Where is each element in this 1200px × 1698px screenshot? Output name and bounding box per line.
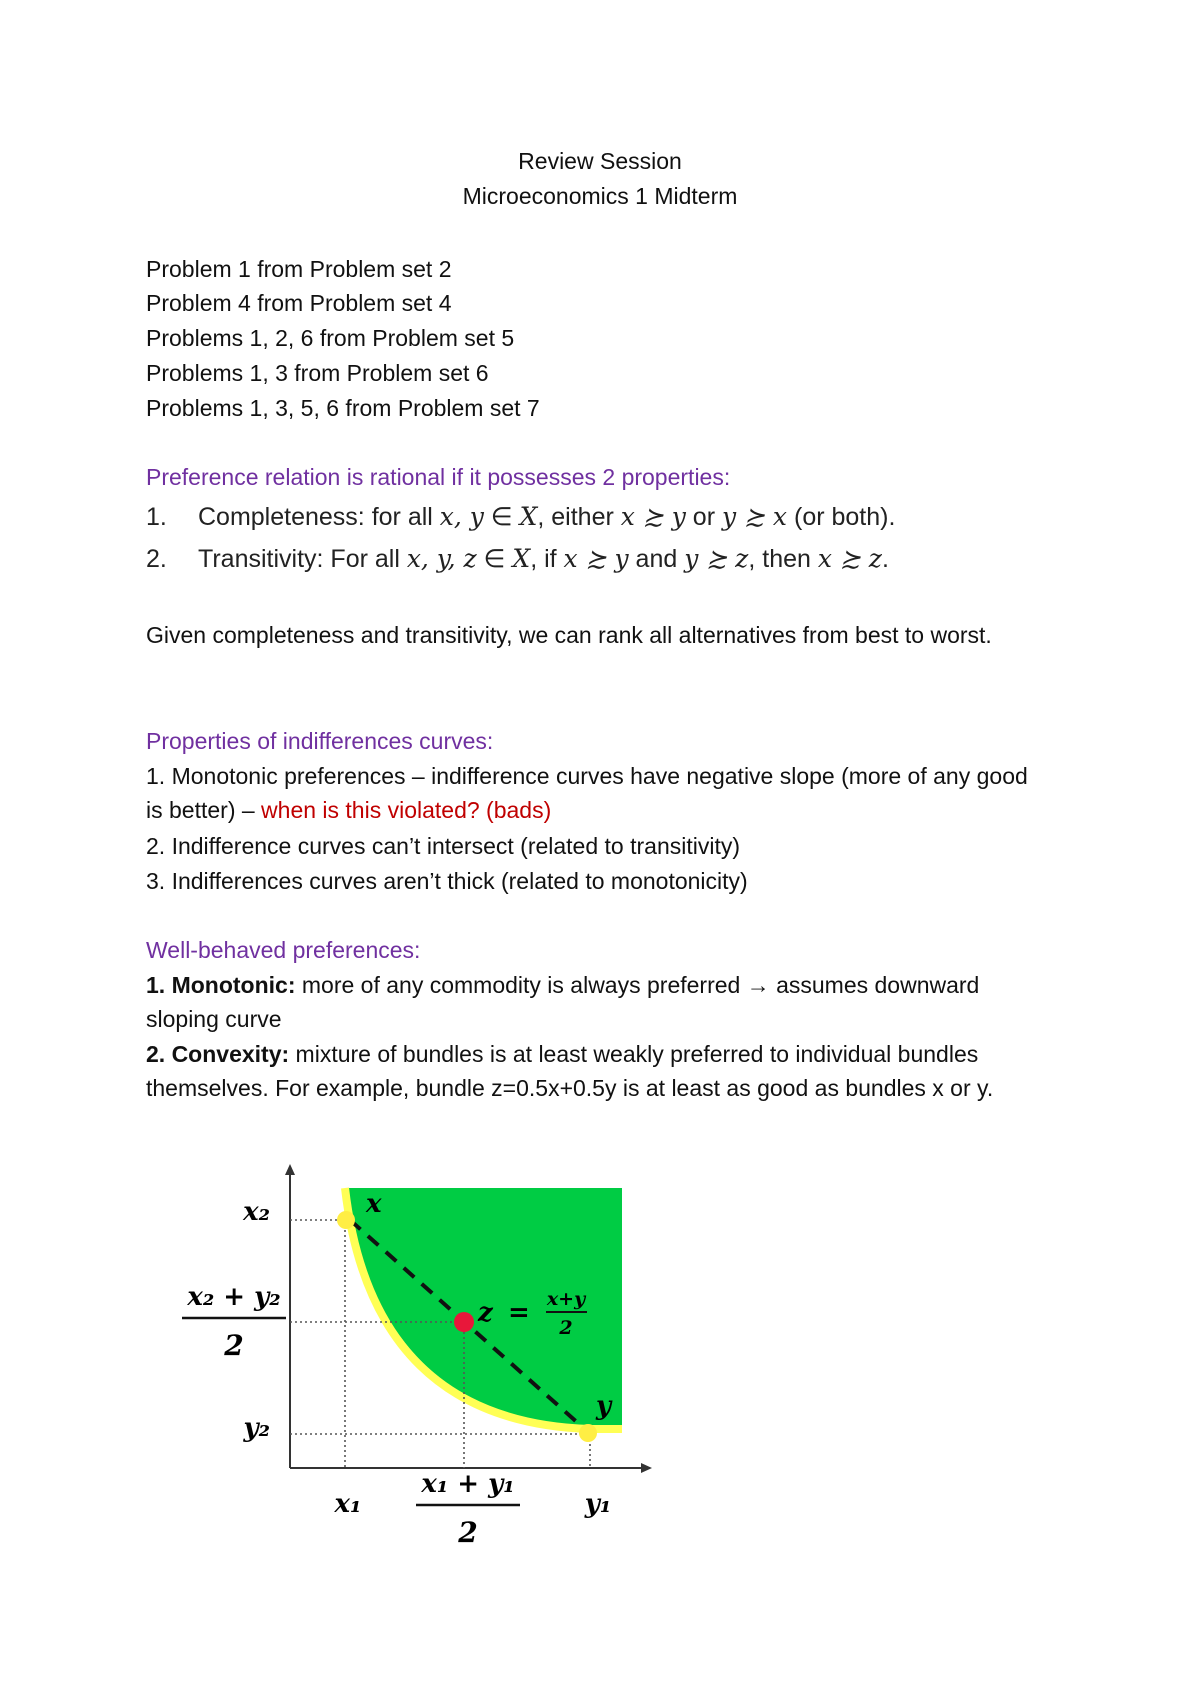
z-denominator: 2 <box>559 1317 573 1339</box>
bundle-x-point <box>337 1211 355 1229</box>
point-z-label: z <box>478 1298 493 1328</box>
bundle-z-point <box>454 1312 474 1332</box>
wellbehaved-item-2 <box>146 1037 1046 1105</box>
wellbehaved-heading: Well-behaved preferences: <box>146 937 421 963</box>
indifference-item-2: 2. Indifference curves can’t intersect (related to transitivity) <box>146 833 741 859</box>
item-text: 1. Monotonic preferences – indifference curves have negative slope (more of any good is better) – <box>146 763 1028 823</box>
arrow-icon: → <box>746 972 770 998</box>
z-equals-sign: = <box>508 1298 530 1328</box>
property-number: 1. <box>146 503 167 531</box>
math-expression: x, y, z <box>406 544 477 573</box>
problem-line: Problems 1, 2, 6 from Problem set 5 <box>146 325 515 351</box>
item-text: mixture of bundles is at least weakly preferred to individual bundles themselves. For example, bundle z=0.5x+0.5y is at least as good as bundles x or y. <box>146 1041 994 1101</box>
math-expression: X <box>512 544 531 573</box>
z-numerator: x+y <box>546 1288 586 1310</box>
x-tick-x1: x₁ <box>334 1489 362 1519</box>
math-expression: y ≿ x <box>721 502 788 531</box>
indifference-item-1 <box>146 759 1046 827</box>
math-expression: x ≿ z <box>817 544 882 573</box>
wellbehaved-item-1 <box>146 968 1046 1036</box>
point-x-label: x <box>366 1189 382 1219</box>
point-y-label: y <box>596 1391 612 1421</box>
convexity-figure <box>0 1150 1200 1570</box>
indifference-heading: Properties of indifferences curves: <box>146 728 494 754</box>
item-text: assumes downward sloping curve <box>146 972 980 1032</box>
property-text: Completeness: for all <box>198 503 440 531</box>
violation-note: when is this violated? (bads) <box>261 797 552 823</box>
indifference-item-3: 3. Indifferences curves aren’t thick (related to monotonicity) <box>146 868 748 894</box>
x-tick-mid-numerator: x₁ + y₁ <box>421 1469 515 1499</box>
item-text: more of any commodity is always preferred <box>295 972 747 998</box>
y-tick-x2: x₂ <box>243 1197 270 1227</box>
x-tick-y1: y₁ <box>584 1489 612 1519</box>
property-text: or <box>685 503 722 531</box>
item-label: 1. Monotonic: <box>146 972 296 998</box>
property-text: (or both). <box>787 503 896 531</box>
rational-summary: Given completeness and transitivity, we can rank all alternatives from best to worst. <box>146 622 992 648</box>
x-tick-mid-denominator: 2 <box>458 1516 478 1549</box>
problem-line: Problem 4 from Problem set 4 <box>146 290 452 316</box>
math-expression: x ≿ y <box>620 502 686 531</box>
math-expression: x, y <box>439 502 484 531</box>
y-tick-y2: y₂ <box>243 1413 270 1443</box>
property-text: ∈ <box>483 503 520 531</box>
problem-line: Problems 1, 3 from Problem set 6 <box>146 360 489 386</box>
y-axis-arrow-icon <box>285 1164 295 1175</box>
property-text: and <box>628 545 685 573</box>
document-title: Review Session <box>518 148 682 174</box>
math-expression: X <box>519 502 538 531</box>
bundle-y-point <box>579 1424 597 1442</box>
problem-line: Problems 1, 3, 5, 6 from Problem set 7 <box>146 395 540 421</box>
x-axis-arrow-icon <box>641 1463 652 1473</box>
math-expression: y ≿ z <box>684 544 749 573</box>
property-text: ∈ <box>476 545 513 573</box>
item-label: 2. Convexity: <box>146 1041 290 1067</box>
property-number: 2. <box>146 545 167 573</box>
property-text: Transitivity: For all <box>198 545 407 573</box>
completeness-property <box>146 502 895 532</box>
y-tick-mid-denominator: 2 <box>224 1329 244 1362</box>
rational-heading: Preference relation is rational if it possesses 2 properties: <box>146 464 731 490</box>
property-text: . <box>881 545 889 573</box>
property-text: , either <box>537 503 621 531</box>
y-tick-mid-numerator: x₂ + y₂ <box>187 1282 281 1312</box>
property-text: , if <box>530 545 564 573</box>
transitivity-property <box>146 544 889 574</box>
document-subtitle: Microeconomics 1 Midterm <box>462 183 738 209</box>
property-text: , then <box>748 545 818 573</box>
math-expression: x ≿ y <box>563 544 629 573</box>
problem-line: Problem 1 from Problem set 2 <box>146 256 452 282</box>
